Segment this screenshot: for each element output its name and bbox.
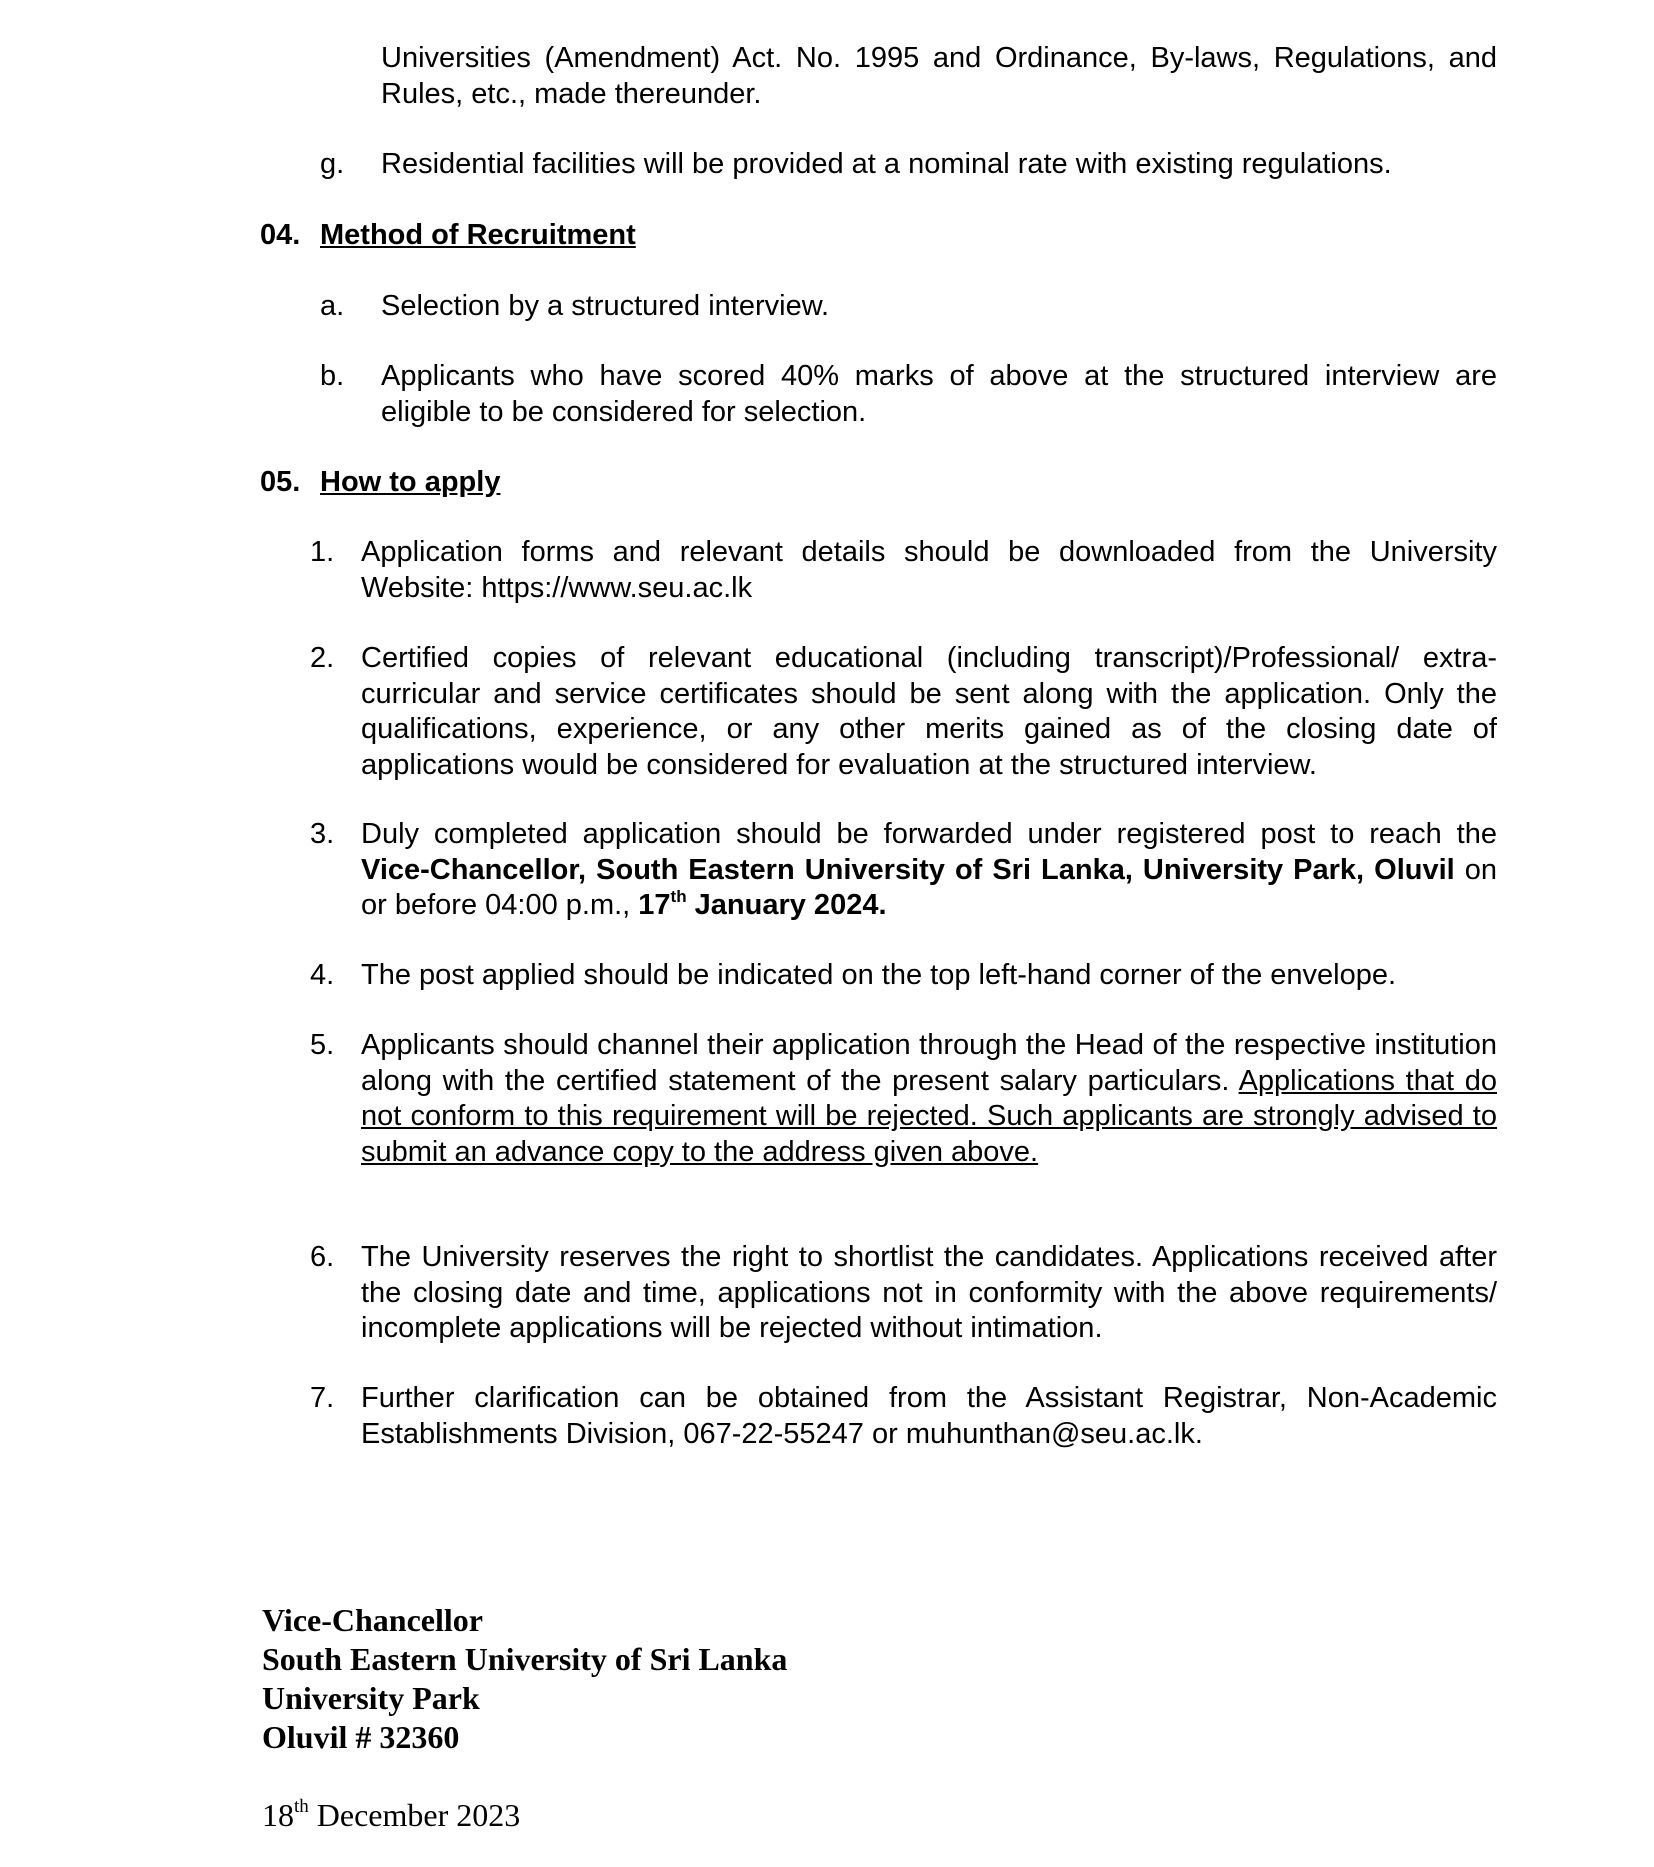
item-04a-text: Selection by a structured interview. xyxy=(381,290,830,322)
item-05-5-marker: 5. xyxy=(310,1029,335,1061)
item-05-5-warning: Applications that do not conform to this requirement will be rejected. Such applicants are strongly advised to submit an advance copy to the address given above. xyxy=(361,1064,1497,1168)
document-date: 18th December 2023 xyxy=(262,1796,521,1833)
item-05-6-text: The University reserves the right to shortlist the candidates. Applications received after the closing date and time, applications not in conformity with the above requirements/ incomplete applications will be rejected without intimation. xyxy=(361,1241,1497,1344)
section-04-title: Method of Recruitment xyxy=(320,219,636,251)
item-05-3-time: on or before 04:00 p.m., xyxy=(361,853,1497,921)
item-05-3-text xyxy=(361,817,1497,924)
section-05-number: 05. xyxy=(260,466,301,498)
section-05-title: How to apply xyxy=(320,466,501,498)
item-g-text: Residential facilities will be provided at a nominal rate with existing regulations. xyxy=(381,148,1392,180)
item-04b-marker: b. xyxy=(320,360,345,392)
item-05-7-text: Further clarification can be obtained from the Assistant Registrar, Non-Academic Establishments Division, 067-22-55247 or muhunthan@seu.ac.lk. xyxy=(361,1382,1497,1450)
item-f-continuation: Universities (Amendment) Act. No. 1995 and Ordinance, By-laws, Regulations, and Rules, etc., made thereunder. xyxy=(381,42,1497,110)
signature-title: Vice-Chancellor xyxy=(262,1602,483,1638)
item-05-4-text: The post applied should be indicated on the top left-hand corner of the envelope. xyxy=(361,959,1397,991)
item-g-marker: g. xyxy=(320,148,345,180)
section-05-heading xyxy=(260,465,500,501)
item-05-3-lead: Duly completed application should be forwarded under registered post to reach the xyxy=(361,818,1497,850)
item-05-5-text xyxy=(361,1028,1497,1170)
item-05-3-deadline: 17th January 2024. xyxy=(638,887,887,921)
section-04-number: 04. xyxy=(260,219,301,251)
item-05-3-marker: 3. xyxy=(310,818,335,850)
signature-block xyxy=(262,1601,787,1757)
signature-postcode: Oluvil # 32360 xyxy=(262,1719,460,1755)
item-05-4-marker: 4. xyxy=(310,959,335,991)
section-04-heading xyxy=(260,218,636,254)
item-04a-marker: a. xyxy=(320,290,345,322)
signature-university: South Eastern University of Sri Lanka xyxy=(262,1641,788,1677)
item-05-1-text: Application forms and relevant details should be downloaded from the University Website: https://www.seu.ac.lk xyxy=(361,536,1497,604)
item-05-5-lead: Applicants should channel their application through the Head of the respective institution along with the certified statement of the present salary particulars. xyxy=(361,1029,1497,1097)
item-05-6-marker: 6. xyxy=(310,1241,335,1273)
item-05-3-address: Vice-Chancellor, South Eastern University of Sri Lanka, University Park, Oluvil xyxy=(361,853,1455,886)
item-05-1-marker: 1. xyxy=(310,536,335,568)
item-05-2-marker: 2. xyxy=(310,642,335,674)
item-04b-text: Applicants who have scored 40% marks of above at the structured interview are eligible to be considered for selection. xyxy=(381,360,1497,428)
item-05-2-text: Certified copies of relevant educational (including transcript)/Professional/ extra-curricular and service certificates should be sent along with the application. Only the qualifications, experience, or any other merits gained as of the closing date of applications would be considered for evaluation at the structured interview. xyxy=(361,642,1497,781)
signature-park: University Park xyxy=(262,1680,480,1716)
item-05-7-marker: 7. xyxy=(310,1382,335,1414)
